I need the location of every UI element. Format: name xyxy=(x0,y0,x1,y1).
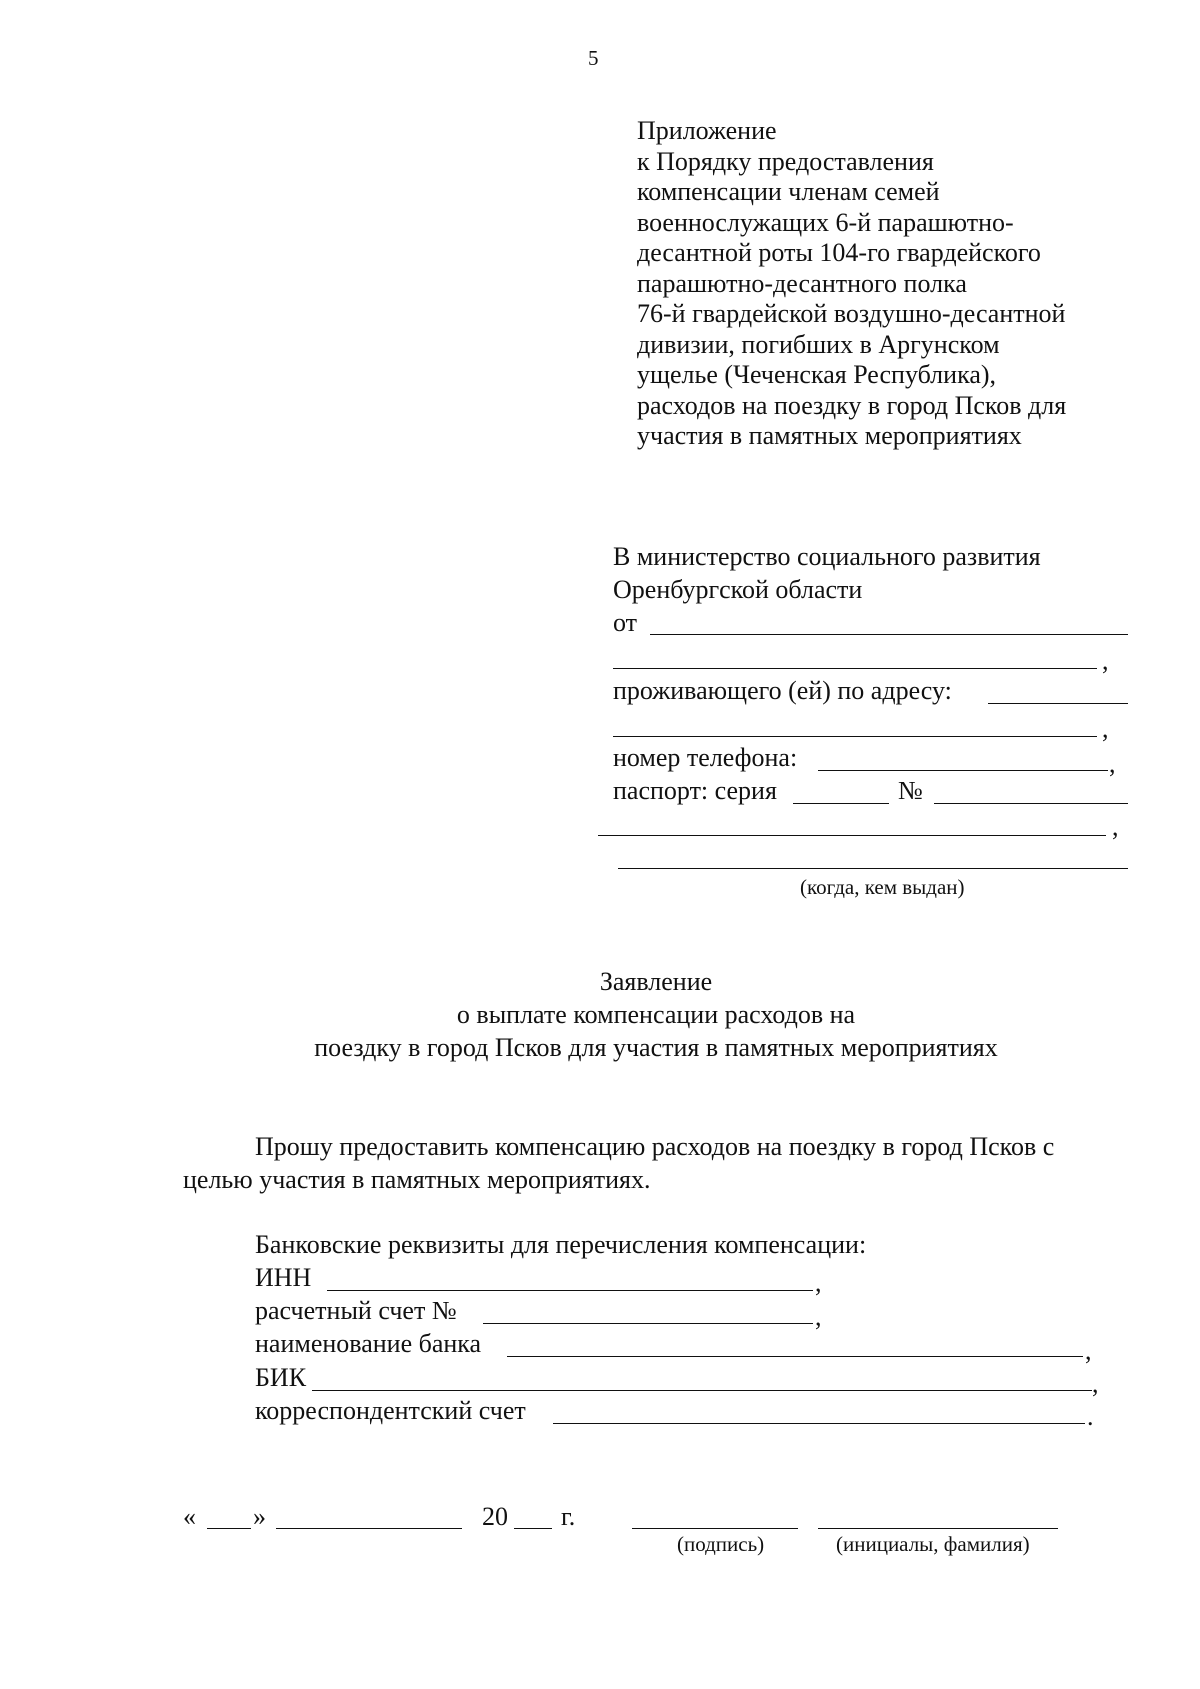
appendix-line: дивизии, погибших в Аргунском xyxy=(637,329,1000,359)
close-quote: » xyxy=(253,1502,266,1531)
comma: , xyxy=(1112,812,1119,841)
statement-subtitle-2: поездку в город Псков для участия в памятных мероприятиях xyxy=(314,1033,998,1062)
phone-field[interactable] xyxy=(818,770,1108,771)
corr-account-label: корреспондентский счет xyxy=(255,1396,526,1425)
from-field-continued[interactable] xyxy=(613,668,1097,669)
appendix-block xyxy=(637,116,1066,452)
appendix-line: компенсации членам семей xyxy=(637,177,940,206)
from-label: от xyxy=(613,608,638,637)
comma: , xyxy=(815,1302,822,1331)
statement-body-line-2: целью участия в памятных мероприятиях. xyxy=(183,1165,651,1194)
page-number: 5 xyxy=(588,46,599,70)
statement-title: Заявление xyxy=(599,967,713,996)
address-field-continued[interactable] xyxy=(613,736,1097,737)
month-field[interactable] xyxy=(276,1528,462,1529)
passport-issued-field[interactable] xyxy=(598,835,1106,836)
appendix-line: парашютно-десантного полка xyxy=(637,268,967,298)
issued-caption: (когда, кем выдан) xyxy=(800,875,965,899)
comma: , xyxy=(815,1268,822,1297)
appendix-line: 76-й гвардейской воздушно-десантной xyxy=(637,299,1066,328)
appendix-line: участия в памятных мероприятиях xyxy=(637,421,1022,450)
address-field[interactable] xyxy=(988,703,1128,704)
comma: , xyxy=(1102,646,1109,675)
signature-field[interactable] xyxy=(632,1528,798,1529)
phone-label: номер телефона: xyxy=(613,743,798,772)
passport-number-field[interactable] xyxy=(934,803,1128,804)
appendix-line: расходов на поездку в город Псков для xyxy=(637,390,1067,420)
day-field[interactable] xyxy=(207,1528,251,1529)
from-field[interactable] xyxy=(650,634,1128,635)
year-field[interactable] xyxy=(514,1528,552,1529)
period: . xyxy=(1087,1402,1094,1431)
bik-label: БИК xyxy=(255,1363,307,1392)
addressee-line-2: Оренбургской области xyxy=(613,575,863,604)
comma: , xyxy=(1085,1336,1092,1365)
bank-heading: Банковские реквизиты для перечисления компенсации: xyxy=(255,1230,867,1259)
inn-field[interactable] xyxy=(327,1290,813,1291)
account-label: расчетный счет № xyxy=(255,1296,457,1325)
inn-label: ИНН xyxy=(255,1263,312,1292)
statement-body-line-1: Прошу предоставить компенсацию расходов на поездку в город Псков с xyxy=(255,1132,1055,1161)
addressee-line-1: В министерство социального развития xyxy=(613,542,1041,571)
statement-subtitle-1: о выплате компенсации расходов на xyxy=(456,1000,856,1029)
open-quote: « xyxy=(183,1502,196,1531)
appendix-line: ущелье (Чеченская Республика), xyxy=(637,360,997,389)
comma: , xyxy=(1102,714,1109,743)
comma: , xyxy=(1092,1369,1099,1398)
passport-issued-field-continued[interactable] xyxy=(618,868,1128,869)
appendix-line: Приложение xyxy=(637,116,777,145)
number-sign: № xyxy=(898,776,923,805)
name-caption: (инициалы, фамилия) xyxy=(836,1532,1030,1556)
bank-name-field[interactable] xyxy=(507,1356,1083,1357)
year-suffix: г. xyxy=(561,1502,576,1531)
address-label: проживающего (ей) по адресу: xyxy=(613,676,952,705)
corr-account-field[interactable] xyxy=(553,1423,1085,1424)
appendix-line: десантной роты 104-го гвардейского xyxy=(637,238,1041,267)
account-field[interactable] xyxy=(483,1323,813,1324)
name-field[interactable] xyxy=(818,1528,1058,1529)
bik-field[interactable] xyxy=(312,1390,1092,1391)
year-prefix: 20 xyxy=(482,1502,508,1531)
comma: , xyxy=(1109,749,1116,778)
appendix-line: военнослужащих 6-й парашютно- xyxy=(637,207,1014,237)
bank-name-label: наименование банка xyxy=(255,1329,482,1358)
passport-series-field[interactable] xyxy=(793,803,889,804)
passport-series-label: паспорт: серия xyxy=(613,776,777,805)
appendix-line: к Порядку предоставления xyxy=(637,146,934,176)
signature-caption: (подпись) xyxy=(677,1532,765,1556)
